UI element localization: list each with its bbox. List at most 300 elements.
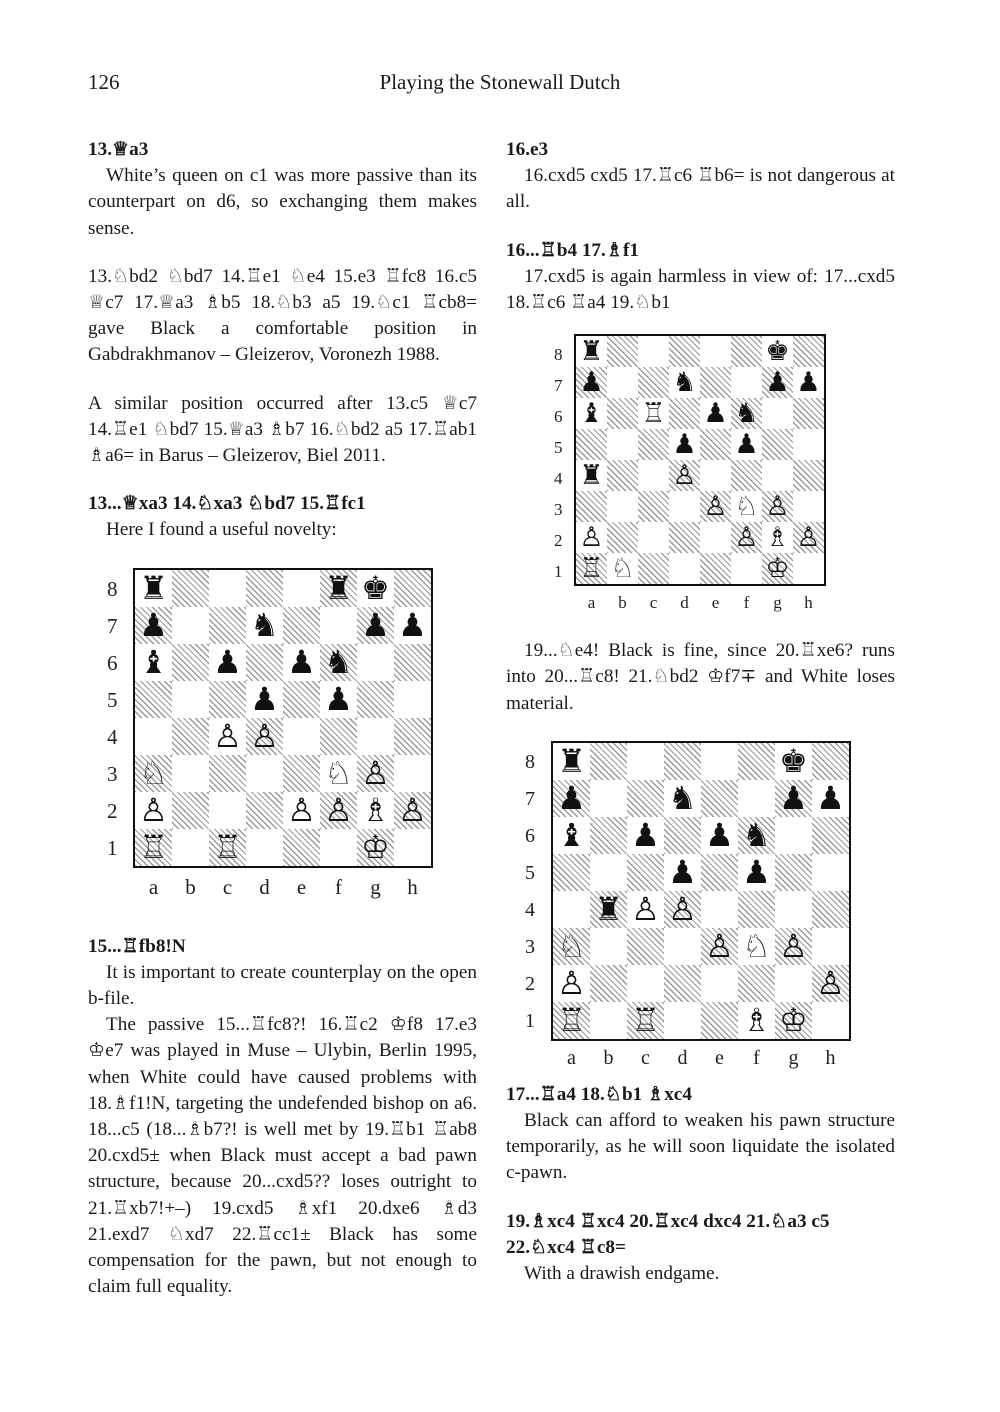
square-f7 bbox=[320, 607, 357, 644]
black-knight-icon: ♞ bbox=[324, 643, 353, 682]
square-d2 bbox=[246, 792, 283, 829]
square-b3 bbox=[172, 755, 209, 792]
rank-label: 5 bbox=[107, 687, 118, 712]
square-c2 bbox=[638, 522, 669, 553]
square-a8 bbox=[135, 570, 172, 607]
move-heading: 17...♖a4 18.♘b1 ♗xc4 bbox=[506, 1083, 692, 1105]
square-c6 bbox=[627, 817, 664, 854]
square-e1 bbox=[701, 1002, 738, 1039]
rank-label: 5 bbox=[554, 437, 563, 457]
file-label: a bbox=[587, 593, 596, 613]
rank-label: 7 bbox=[525, 788, 535, 811]
square-g3 bbox=[357, 755, 394, 792]
square-h3 bbox=[793, 491, 824, 522]
move-heading: 13...♕xa3 14.♘xa3 ♘bd7 15.♖fc1 bbox=[88, 493, 366, 515]
square-h8 bbox=[812, 743, 849, 780]
square-d3 bbox=[246, 755, 283, 792]
square-h1 bbox=[394, 829, 431, 866]
square-a8 bbox=[576, 336, 607, 367]
move-heading: 16.e3 bbox=[506, 139, 549, 160]
square-f1 bbox=[738, 1002, 775, 1039]
square-g6 bbox=[357, 644, 394, 681]
square-g8 bbox=[762, 336, 793, 367]
square-c3 bbox=[627, 928, 664, 965]
square-b7 bbox=[607, 367, 638, 398]
square-c2 bbox=[627, 965, 664, 1002]
move-heading: 19.♗xc4 ♖xc4 20.♖xc4 dxc4 21.♘a3 c5 22.♘xc4 ♖c8= bbox=[506, 1210, 830, 1258]
square-g6 bbox=[762, 398, 793, 429]
square-e5 bbox=[701, 854, 738, 891]
square-b3 bbox=[607, 491, 638, 522]
rank-label: 1 bbox=[554, 561, 563, 581]
white-bishop-icon: ♗ bbox=[742, 1001, 771, 1040]
square-a6 bbox=[135, 644, 172, 681]
black-pawn-icon: ♟ bbox=[324, 680, 353, 719]
square-b4 bbox=[590, 891, 627, 928]
file-label: e bbox=[711, 593, 720, 613]
white-knight-icon: ♘ bbox=[139, 754, 168, 793]
square-f4 bbox=[738, 891, 775, 928]
black-pawn-icon: ♟ bbox=[705, 816, 734, 855]
paragraph: Here I found a useful novelty: bbox=[106, 519, 337, 541]
square-f7 bbox=[738, 780, 775, 817]
black-king-icon: ♚ bbox=[765, 336, 790, 368]
square-e7 bbox=[700, 367, 731, 398]
rank-label: 4 bbox=[107, 724, 118, 749]
square-f8 bbox=[738, 743, 775, 780]
square-f2 bbox=[731, 522, 762, 553]
square-d4 bbox=[246, 718, 283, 755]
file-label: b bbox=[603, 1046, 614, 1069]
square-a6 bbox=[553, 817, 590, 854]
rank-label: 1 bbox=[525, 1010, 535, 1033]
square-b2 bbox=[590, 965, 627, 1002]
black-knight-icon: ♞ bbox=[250, 606, 279, 645]
square-a5 bbox=[576, 429, 607, 460]
black-pawn-icon: ♟ bbox=[742, 853, 771, 892]
paragraph: A similar position occurred after 13.c5 ♕c7 14.♖e1 ♘bd7 15.♕a3 ♗b7 16.♘bd2 a5 17.♖ab1 ♗a6= in Barus – Gleizerov, Biel 2011. bbox=[88, 392, 477, 467]
file-label: f bbox=[753, 1046, 760, 1069]
square-d5 bbox=[664, 854, 701, 891]
square-h4 bbox=[793, 460, 824, 491]
white-bishop-icon: ♗ bbox=[765, 522, 790, 554]
square-c7 bbox=[627, 780, 664, 817]
white-rook-icon: ♖ bbox=[213, 828, 242, 867]
white-bishop-icon: ♗ bbox=[361, 791, 390, 830]
square-c7 bbox=[638, 367, 669, 398]
file-label: f bbox=[743, 593, 750, 613]
square-e3 bbox=[701, 928, 738, 965]
running-title: Playing the Stonewall Dutch bbox=[379, 70, 621, 94]
white-pawn-icon: ♙ bbox=[631, 890, 660, 929]
black-pawn-icon: ♟ bbox=[779, 779, 808, 818]
chess-diagram bbox=[506, 717, 895, 1082]
black-knight-icon: ♞ bbox=[672, 367, 697, 399]
white-pawn-icon: ♙ bbox=[705, 927, 734, 966]
file-label: e bbox=[715, 1046, 724, 1069]
black-rook-icon: ♜ bbox=[594, 890, 623, 929]
rank-label: 4 bbox=[525, 899, 535, 922]
square-e4 bbox=[283, 718, 320, 755]
square-g3 bbox=[762, 491, 793, 522]
square-b1 bbox=[607, 553, 638, 584]
file-label: a bbox=[567, 1046, 576, 1069]
black-pawn-icon: ♟ bbox=[703, 398, 728, 430]
square-f1 bbox=[731, 553, 762, 584]
square-f6 bbox=[738, 817, 775, 854]
move-heading: 16...♖b4 17.♗f1 bbox=[506, 239, 640, 261]
square-g5 bbox=[775, 854, 812, 891]
square-a7 bbox=[576, 367, 607, 398]
white-king-icon: ♔ bbox=[361, 828, 390, 867]
move-heading: 15...♖fb8!N bbox=[88, 935, 186, 957]
square-c8 bbox=[209, 570, 246, 607]
square-h2 bbox=[793, 522, 824, 553]
square-h3 bbox=[394, 755, 431, 792]
square-b8 bbox=[590, 743, 627, 780]
square-h1 bbox=[793, 553, 824, 584]
white-pawn-icon: ♙ bbox=[734, 522, 759, 554]
file-label: b bbox=[618, 593, 627, 613]
square-a2 bbox=[576, 522, 607, 553]
white-pawn-icon: ♙ bbox=[779, 927, 808, 966]
white-king-icon: ♔ bbox=[765, 553, 790, 585]
square-g8 bbox=[357, 570, 394, 607]
square-g2 bbox=[775, 965, 812, 1002]
square-c3 bbox=[209, 755, 246, 792]
square-h7 bbox=[812, 780, 849, 817]
square-h2 bbox=[394, 792, 431, 829]
file-label: e bbox=[296, 874, 307, 899]
square-d1 bbox=[664, 1002, 701, 1039]
square-d3 bbox=[664, 928, 701, 965]
white-pawn-icon: ♙ bbox=[765, 491, 790, 523]
square-b7 bbox=[590, 780, 627, 817]
white-pawn-icon: ♙ bbox=[361, 754, 390, 793]
black-king-icon: ♚ bbox=[361, 569, 390, 608]
square-e2 bbox=[700, 522, 731, 553]
square-c4 bbox=[209, 718, 246, 755]
black-pawn-icon: ♟ bbox=[668, 853, 697, 892]
square-c8 bbox=[627, 743, 664, 780]
square-g1 bbox=[357, 829, 394, 866]
rank-label: 2 bbox=[107, 798, 118, 823]
chessboard bbox=[574, 334, 826, 586]
square-a3 bbox=[553, 928, 590, 965]
square-f8 bbox=[320, 570, 357, 607]
square-c3 bbox=[638, 491, 669, 522]
square-a1 bbox=[576, 553, 607, 584]
square-e7 bbox=[283, 607, 320, 644]
square-a5 bbox=[135, 681, 172, 718]
square-g1 bbox=[762, 553, 793, 584]
black-knight-icon: ♞ bbox=[734, 398, 759, 430]
square-a7 bbox=[135, 607, 172, 644]
square-b1 bbox=[590, 1002, 627, 1039]
file-label: d bbox=[259, 874, 270, 899]
square-a5 bbox=[553, 854, 590, 891]
white-rook-icon: ♖ bbox=[139, 828, 168, 867]
square-e3 bbox=[283, 755, 320, 792]
square-h6 bbox=[793, 398, 824, 429]
square-f1 bbox=[320, 829, 357, 866]
black-knight-icon: ♞ bbox=[668, 779, 697, 818]
square-c5 bbox=[627, 854, 664, 891]
square-d7 bbox=[669, 367, 700, 398]
square-f5 bbox=[731, 429, 762, 460]
file-label: h bbox=[407, 874, 418, 899]
white-knight-icon: ♘ bbox=[324, 754, 353, 793]
square-g4 bbox=[775, 891, 812, 928]
square-e6 bbox=[700, 398, 731, 429]
file-label: d bbox=[677, 1046, 688, 1069]
square-b6 bbox=[172, 644, 209, 681]
square-a7 bbox=[553, 780, 590, 817]
square-c2 bbox=[209, 792, 246, 829]
square-b2 bbox=[607, 522, 638, 553]
white-rook-icon: ♖ bbox=[557, 1001, 586, 1040]
square-d6 bbox=[246, 644, 283, 681]
rank-label: 4 bbox=[554, 468, 563, 488]
square-e8 bbox=[283, 570, 320, 607]
black-pawn-icon: ♟ bbox=[287, 643, 316, 682]
square-g2 bbox=[357, 792, 394, 829]
square-e3 bbox=[700, 491, 731, 522]
rank-label: 6 bbox=[554, 406, 563, 426]
rank-label: 6 bbox=[525, 825, 535, 848]
square-a3 bbox=[135, 755, 172, 792]
paragraph: 19...♘e4! Black is fine, since 20.♖xe6? runs into 20...♖c8! 21.♘bd2 ♔f7∓ and White loses material. bbox=[506, 640, 895, 714]
white-pawn-icon: ♙ bbox=[213, 717, 242, 756]
square-c8 bbox=[638, 336, 669, 367]
black-bishop-icon: ♝ bbox=[579, 398, 604, 430]
white-rook-icon: ♖ bbox=[631, 1001, 660, 1040]
white-knight-icon: ♘ bbox=[734, 491, 759, 523]
square-c6 bbox=[638, 398, 669, 429]
square-a1 bbox=[553, 1002, 590, 1039]
square-h7 bbox=[394, 607, 431, 644]
white-knight-icon: ♘ bbox=[557, 927, 586, 966]
white-rook-icon: ♖ bbox=[579, 553, 604, 585]
black-king-icon: ♚ bbox=[779, 742, 808, 781]
square-b2 bbox=[172, 792, 209, 829]
square-g7 bbox=[357, 607, 394, 644]
white-pawn-icon: ♙ bbox=[398, 791, 427, 830]
square-h5 bbox=[793, 429, 824, 460]
square-e1 bbox=[283, 829, 320, 866]
square-b6 bbox=[590, 817, 627, 854]
black-rook-icon: ♜ bbox=[324, 569, 353, 608]
square-e7 bbox=[701, 780, 738, 817]
square-f5 bbox=[320, 681, 357, 718]
square-h8 bbox=[394, 570, 431, 607]
chessboard bbox=[551, 741, 851, 1041]
square-e4 bbox=[700, 460, 731, 491]
page-number: 126 bbox=[88, 70, 120, 94]
square-g4 bbox=[762, 460, 793, 491]
file-label: c bbox=[641, 1046, 650, 1069]
black-pawn-icon: ♟ bbox=[250, 680, 279, 719]
chess-diagram bbox=[88, 544, 477, 934]
black-pawn-icon: ♟ bbox=[796, 367, 821, 399]
square-e2 bbox=[701, 965, 738, 1002]
rank-label: 7 bbox=[107, 613, 118, 638]
paragraph: The passive 15...♖fc8?! 16.♖c2 ♔f8 17.e3 ♔e7 was played in Muse – Ulybin, Berlin 1995, when White could have caused problems with 18.♗f1!N, targeting the undefended bishop on a6. 18...c5 (18...♗b7?! is well met by 19.♖b1 ♖ab8 20.cxd5± when Black must accept a bad pawn structure, because 20...cxd5?? loses outright to 21.♖xb7!+–) 19.cxd5 ♗xf1 20.dxe6 ♗d3 21.exd7 ♘xd7 22.♖cc1± Black has some compensation for the pawn, but not enough to claim full equality. bbox=[88, 1014, 477, 1298]
rank-label: 3 bbox=[554, 499, 563, 519]
square-d1 bbox=[246, 829, 283, 866]
square-h4 bbox=[812, 891, 849, 928]
square-f3 bbox=[731, 491, 762, 522]
file-label: h bbox=[825, 1046, 836, 1069]
square-d1 bbox=[669, 553, 700, 584]
square-d7 bbox=[664, 780, 701, 817]
square-h4 bbox=[394, 718, 431, 755]
black-pawn-icon: ♟ bbox=[765, 367, 790, 399]
black-bishop-icon: ♝ bbox=[557, 816, 586, 855]
square-a1 bbox=[135, 829, 172, 866]
square-d7 bbox=[246, 607, 283, 644]
white-pawn-icon: ♙ bbox=[557, 964, 586, 1003]
square-f7 bbox=[731, 367, 762, 398]
white-rook-icon: ♖ bbox=[641, 398, 666, 430]
chess-diagram bbox=[506, 316, 895, 638]
rank-label: 2 bbox=[525, 973, 535, 996]
square-e8 bbox=[700, 336, 731, 367]
square-c6 bbox=[209, 644, 246, 681]
black-rook-icon: ♜ bbox=[557, 742, 586, 781]
square-g5 bbox=[357, 681, 394, 718]
square-g5 bbox=[762, 429, 793, 460]
black-pawn-icon: ♟ bbox=[631, 816, 660, 855]
left-column bbox=[88, 137, 477, 1300]
square-h1 bbox=[812, 1002, 849, 1039]
square-a3 bbox=[576, 491, 607, 522]
square-e6 bbox=[283, 644, 320, 681]
white-knight-icon: ♘ bbox=[742, 927, 771, 966]
square-f2 bbox=[320, 792, 357, 829]
square-e6 bbox=[701, 817, 738, 854]
square-b5 bbox=[172, 681, 209, 718]
square-e1 bbox=[700, 553, 731, 584]
square-h6 bbox=[812, 817, 849, 854]
square-h7 bbox=[793, 367, 824, 398]
square-d8 bbox=[246, 570, 283, 607]
move-heading: 13.♕a3 bbox=[88, 139, 149, 160]
square-g6 bbox=[775, 817, 812, 854]
square-c1 bbox=[209, 829, 246, 866]
square-a4 bbox=[553, 891, 590, 928]
square-d2 bbox=[664, 965, 701, 1002]
black-pawn-icon: ♟ bbox=[672, 429, 697, 461]
square-g4 bbox=[357, 718, 394, 755]
square-d5 bbox=[669, 429, 700, 460]
square-g1 bbox=[775, 1002, 812, 1039]
square-f5 bbox=[738, 854, 775, 891]
square-a2 bbox=[553, 965, 590, 1002]
black-pawn-icon: ♟ bbox=[139, 606, 168, 645]
square-b8 bbox=[172, 570, 209, 607]
black-pawn-icon: ♟ bbox=[734, 429, 759, 461]
square-g7 bbox=[775, 780, 812, 817]
black-pawn-icon: ♟ bbox=[213, 643, 242, 682]
rank-label: 8 bbox=[525, 751, 535, 774]
white-pawn-icon: ♙ bbox=[324, 791, 353, 830]
file-label: b bbox=[185, 874, 196, 899]
square-b7 bbox=[172, 607, 209, 644]
file-label: a bbox=[148, 874, 159, 899]
square-f6 bbox=[320, 644, 357, 681]
square-d4 bbox=[664, 891, 701, 928]
rank-label: 5 bbox=[525, 862, 535, 885]
square-d6 bbox=[669, 398, 700, 429]
square-f6 bbox=[731, 398, 762, 429]
square-b4 bbox=[607, 460, 638, 491]
square-f4 bbox=[731, 460, 762, 491]
file-label: c bbox=[649, 593, 658, 613]
paragraph: 13.♘bd2 ♘bd7 14.♖e1 ♘e4 15.e3 ♖fc8 16.c5 ♕c7 17.♕a3 ♗b5 18.♘b3 a5 19.♘c1 ♖cb8= gave Black a comfortable position in Gabdrakhmanov – Gleizerov, Voronezh 1988. bbox=[88, 265, 477, 366]
black-rook-icon: ♜ bbox=[579, 460, 604, 492]
square-c7 bbox=[209, 607, 246, 644]
square-c4 bbox=[627, 891, 664, 928]
file-label: c bbox=[222, 874, 233, 899]
square-h2 bbox=[812, 965, 849, 1002]
square-c1 bbox=[638, 553, 669, 584]
rank-label: 7 bbox=[554, 375, 563, 395]
black-bishop-icon: ♝ bbox=[139, 643, 168, 682]
square-h6 bbox=[394, 644, 431, 681]
paragraph: 16.cxd5 cxd5 17.♖c6 ♖b6= is not dangerous at all. bbox=[506, 165, 895, 213]
black-pawn-icon: ♟ bbox=[361, 606, 390, 645]
square-a4 bbox=[576, 460, 607, 491]
file-label: g bbox=[773, 593, 782, 613]
paragraph: With a drawish endgame. bbox=[524, 1263, 720, 1285]
square-d5 bbox=[246, 681, 283, 718]
page-header bbox=[0, 64, 1000, 104]
white-pawn-icon: ♙ bbox=[250, 717, 279, 756]
white-pawn-icon: ♙ bbox=[816, 964, 845, 1003]
white-pawn-icon: ♙ bbox=[703, 491, 728, 523]
white-pawn-icon: ♙ bbox=[672, 460, 697, 492]
square-e4 bbox=[701, 891, 738, 928]
file-label: g bbox=[788, 1046, 799, 1069]
square-a6 bbox=[576, 398, 607, 429]
square-h8 bbox=[793, 336, 824, 367]
square-d2 bbox=[669, 522, 700, 553]
white-pawn-icon: ♙ bbox=[668, 890, 697, 929]
chessboard bbox=[133, 568, 433, 868]
rank-label: 2 bbox=[554, 530, 563, 550]
square-f3 bbox=[738, 928, 775, 965]
square-a8 bbox=[553, 743, 590, 780]
square-b1 bbox=[172, 829, 209, 866]
rank-label: 6 bbox=[107, 650, 118, 675]
paragraph: Black can afford to weaken his pawn structure temporarily, as he will soon liquidate the isolated c-pawn. bbox=[506, 1110, 895, 1184]
rank-label: 8 bbox=[107, 576, 118, 601]
square-h3 bbox=[812, 928, 849, 965]
square-d3 bbox=[669, 491, 700, 522]
rank-label: 1 bbox=[107, 835, 118, 860]
square-e5 bbox=[700, 429, 731, 460]
black-pawn-icon: ♟ bbox=[579, 367, 604, 399]
file-label: g bbox=[370, 874, 381, 899]
file-label: d bbox=[680, 593, 689, 613]
square-c5 bbox=[209, 681, 246, 718]
square-c4 bbox=[638, 460, 669, 491]
square-f8 bbox=[731, 336, 762, 367]
square-b5 bbox=[590, 854, 627, 891]
square-e8 bbox=[701, 743, 738, 780]
rank-label: 3 bbox=[525, 936, 535, 959]
